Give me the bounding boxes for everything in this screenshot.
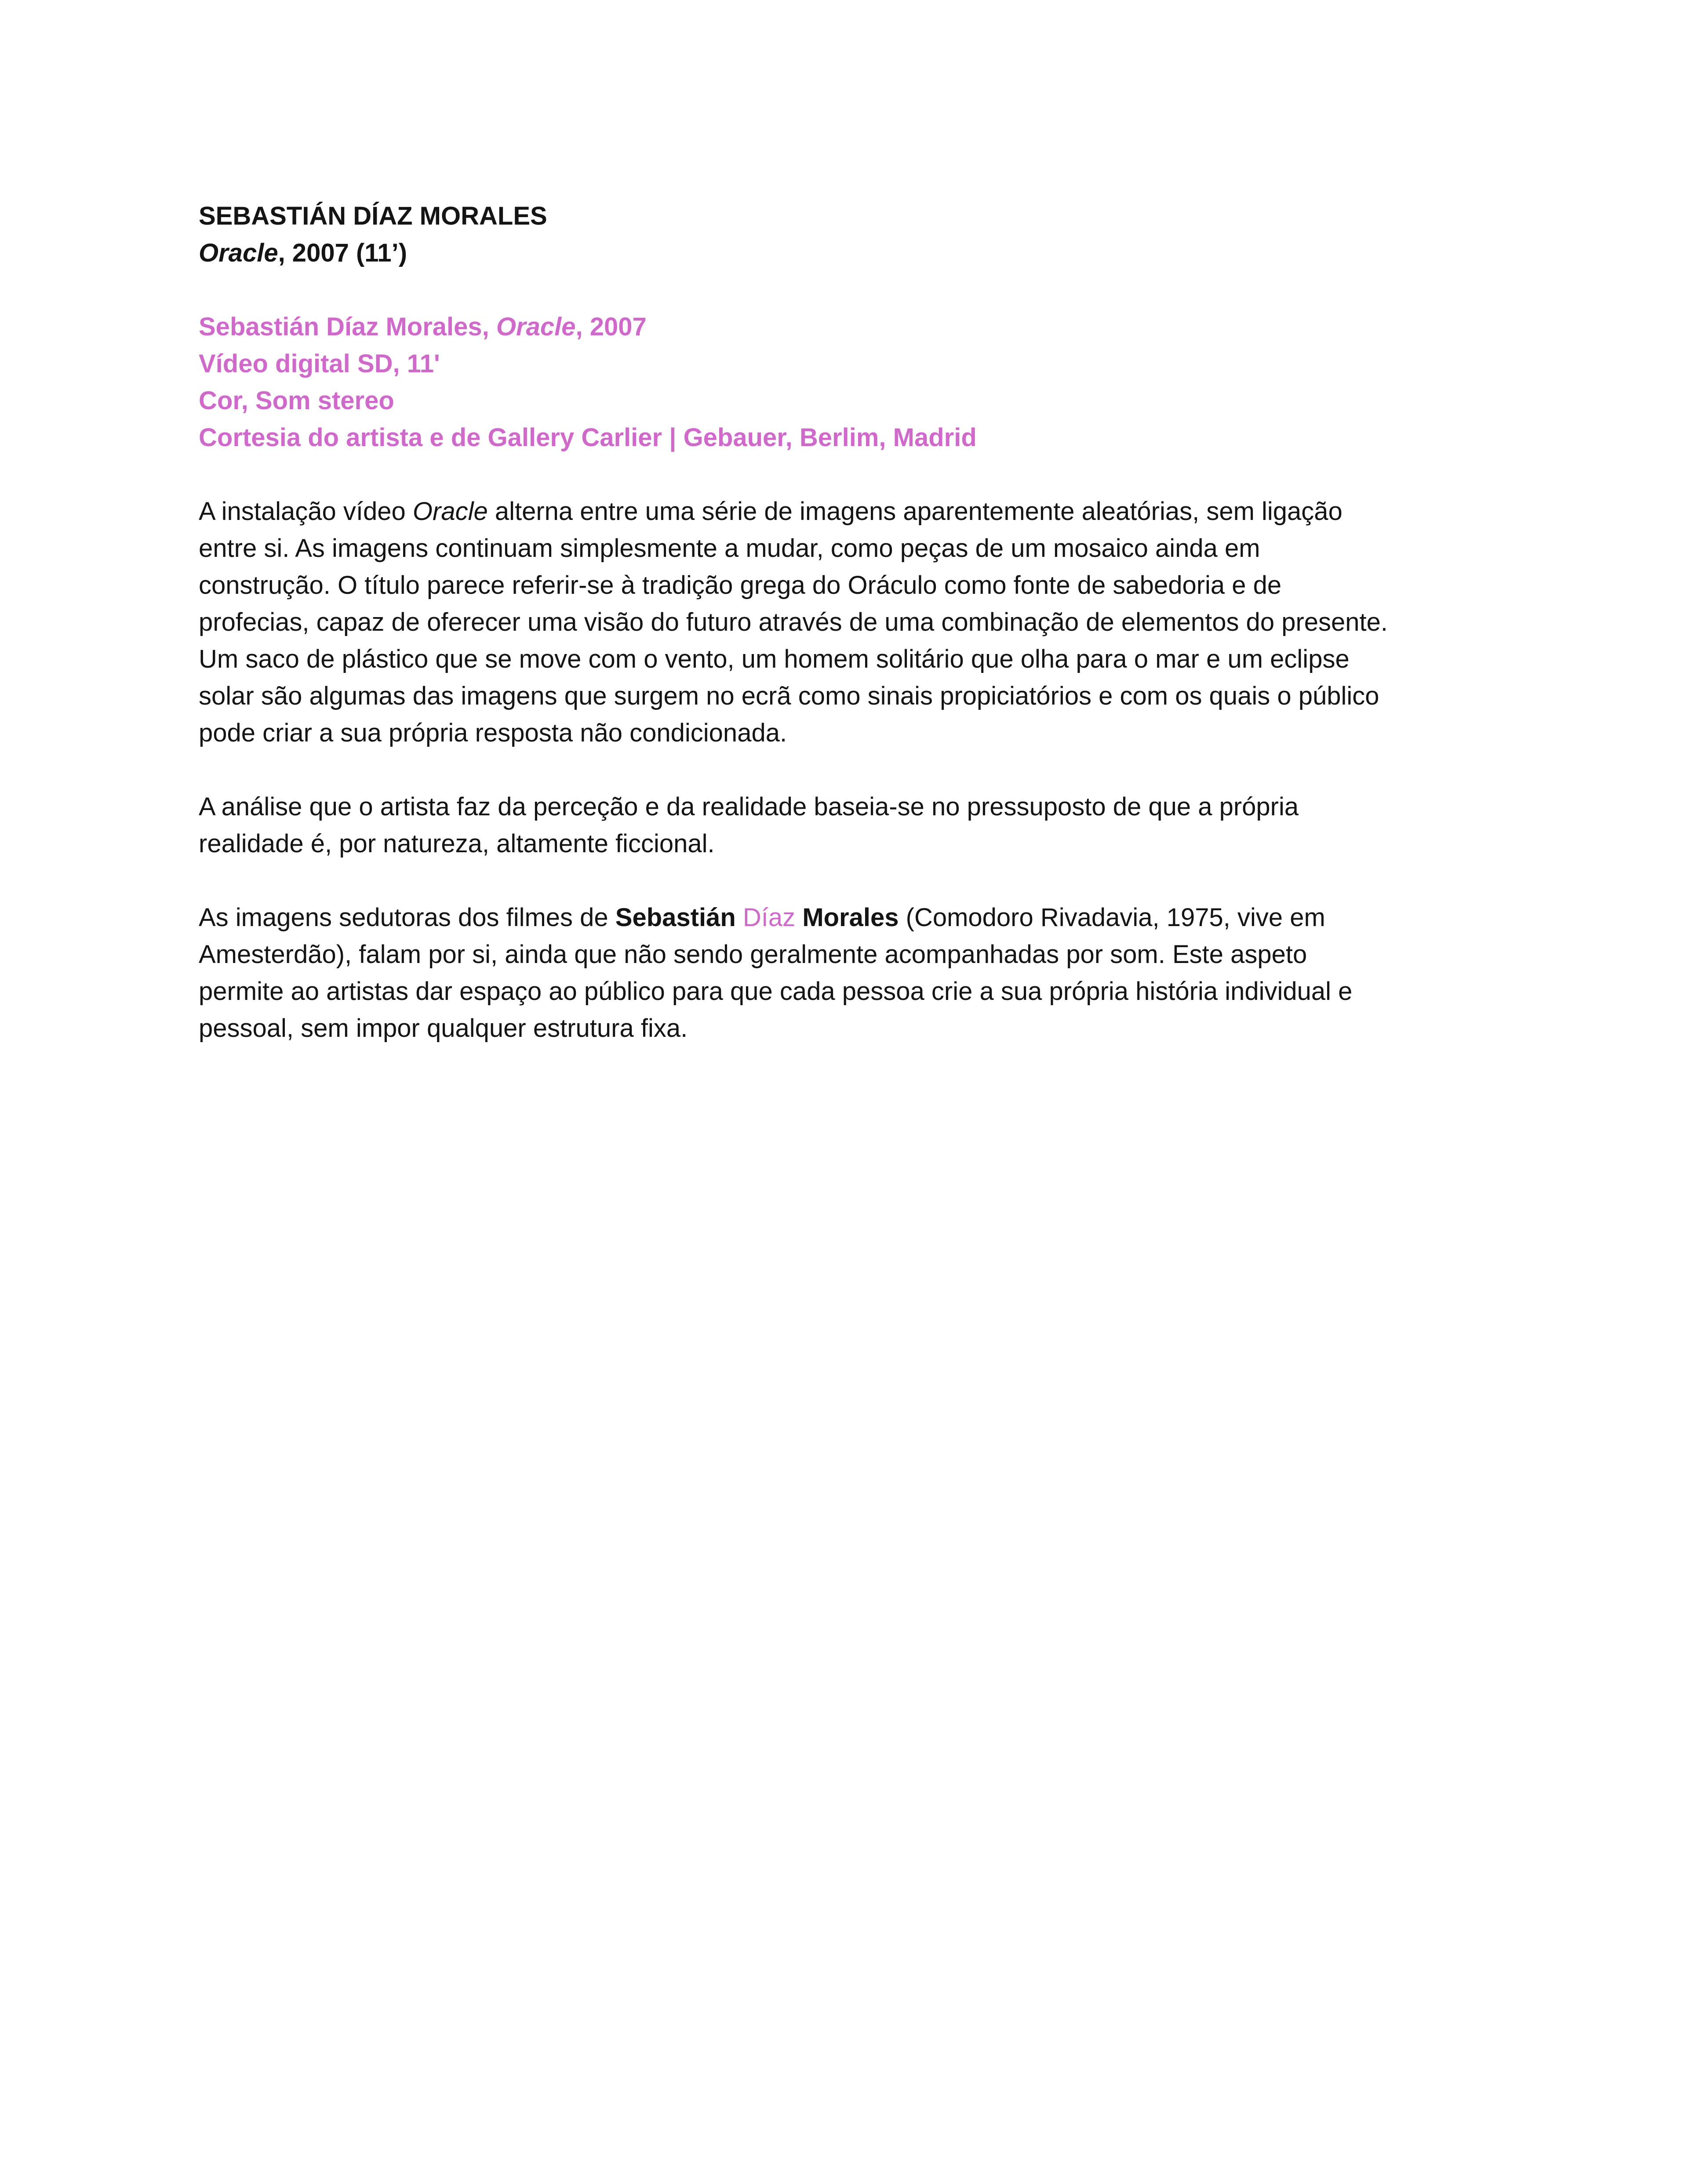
- paragraph-2: [199, 789, 1513, 862]
- inline-title: Oracle: [412, 497, 488, 526]
- paragraph-1-line-6: solar são algumas das imagens que surgem no ecrã como sinais propiciatórios e com os quais o público: [199, 682, 1379, 710]
- artist-heading: SEBASTIÁN DÍAZ MORALES: [199, 202, 547, 230]
- paragraph-3-line-4: pessoal, sem impor qualquer estrutura fixa.: [199, 1014, 688, 1043]
- text-run: A instalação vídeo: [199, 497, 413, 526]
- paragraph-1-line-4: profecias, capaz de oferecer uma visão do futuro através de uma combinação de elementos do presente.: [199, 608, 1388, 636]
- text-run: (Comodoro Rivadavia, 1975, vive em: [899, 903, 1325, 932]
- paragraph-1-line-5: Um saco de plástico que se move com o vento, um homem solitário que olha para o mar e um eclipse: [199, 645, 1350, 673]
- work-suffix: , 2007 (11’): [278, 239, 407, 267]
- paragraph-2-line-2: realidade é, por natureza, altamente ficcional.: [199, 829, 715, 858]
- spacer: [199, 862, 1513, 899]
- paragraph-1: [199, 493, 1513, 752]
- text-run: [795, 903, 802, 932]
- spacer: [199, 272, 1513, 309]
- credit-line-4: Cortesia do artista e de Gallery Carlier | Gebauer, Berlim, Madrid: [199, 423, 977, 452]
- credit-name: Sebastián Díaz Morales,: [199, 313, 496, 341]
- artist-name-first: Sebastián: [615, 903, 736, 932]
- text-run: As imagens sedutoras dos filmes de: [199, 903, 615, 932]
- spacer: [199, 752, 1513, 789]
- text-run: alterna entre uma série de imagens aparentemente aleatórias, sem ligação: [487, 497, 1342, 526]
- credit-year: , 2007: [575, 313, 647, 341]
- paragraph-1-line-3: construção. O título parece referir-se à tradição grega do Oráculo como fonte de sabedoria e de: [199, 571, 1282, 600]
- paragraph-2-line-1: A análise que o artista faz da perceção e da realidade baseia-se no pressuposto de que a própria: [199, 792, 1299, 821]
- work-heading: [199, 235, 1513, 272]
- credit-line-3: Cor, Som stereo: [199, 386, 394, 415]
- credit-title: Oracle: [496, 313, 576, 341]
- paragraph-1-line-1: [199, 493, 1513, 530]
- artist-name-last: Morales: [802, 903, 899, 932]
- artist-name-middle: Díaz: [742, 903, 796, 932]
- paragraph-1-line-7: pode criar a sua própria resposta não condicionada.: [199, 719, 787, 747]
- paragraph-3: [199, 899, 1513, 1047]
- paragraph-1-line-2: entre si. As imagens continuam simplesmente a mudar, como peças de um mosaico ainda em: [199, 534, 1260, 563]
- credit-line-1: [199, 309, 1513, 345]
- spacer: [199, 456, 1513, 493]
- credit-line-2: Vídeo digital SD, 11': [199, 349, 440, 378]
- text-run: [736, 903, 743, 932]
- paragraph-3-line-2: Amesterdão), falam por si, ainda que não sendo geralmente acompanhadas por som. Este aspeto: [199, 940, 1307, 969]
- paragraph-3-line-1: [199, 899, 1513, 936]
- paragraph-3-line-3: permite ao artistas dar espaço ao público para que cada pessoa crie a sua própria história individual e: [199, 977, 1353, 1006]
- document-content: [199, 198, 1513, 1047]
- work-title: Oracle: [199, 239, 278, 267]
